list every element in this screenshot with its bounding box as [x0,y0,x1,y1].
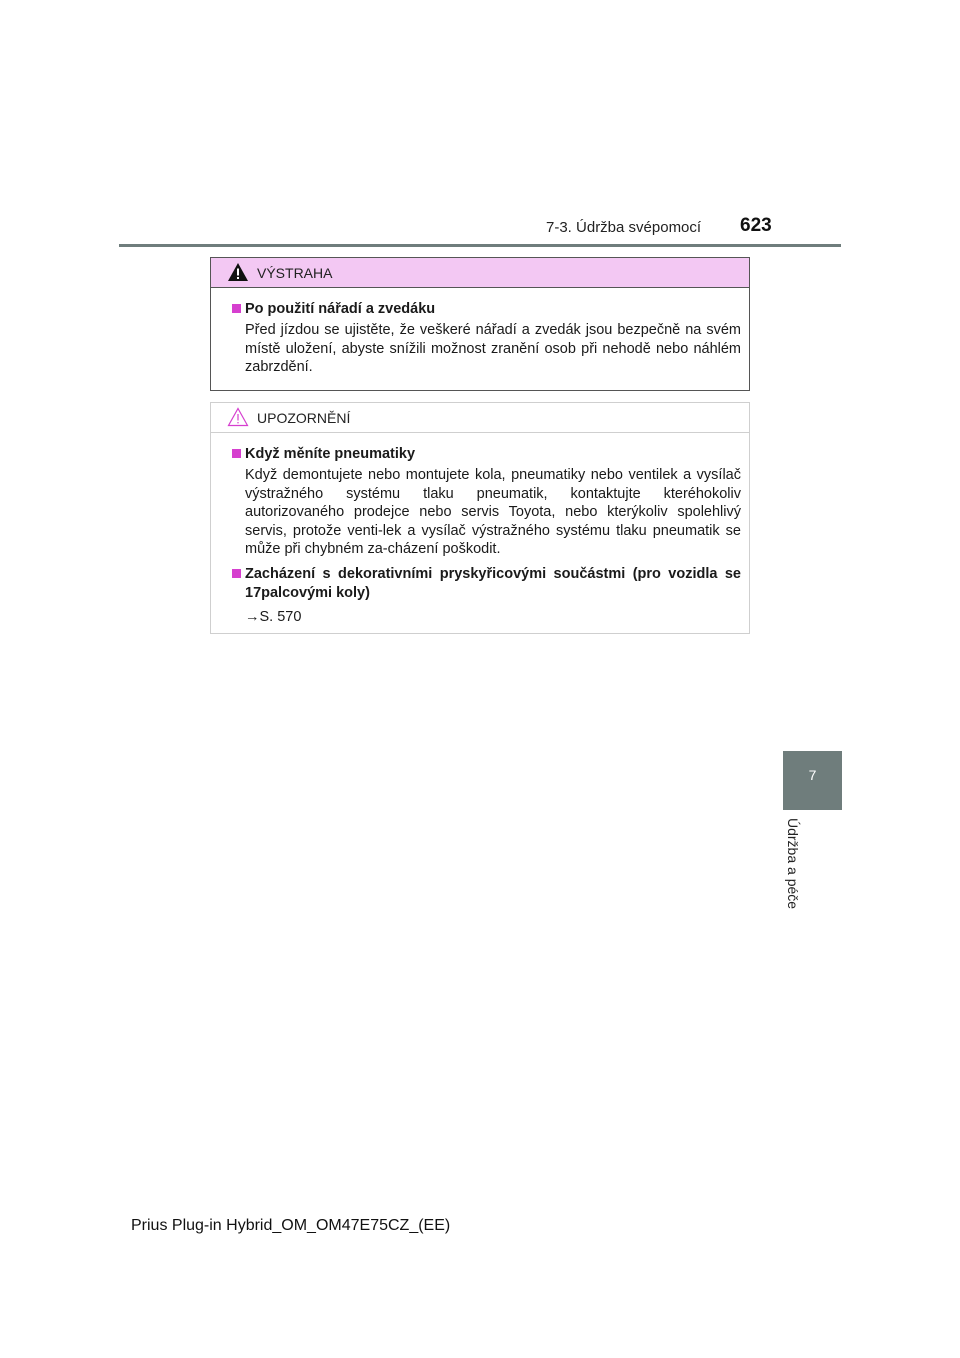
chapter-title: Údržba a péče [785,818,801,910]
header-divider [119,244,841,247]
notice-item [228,565,741,625]
section-title: 7-3. Údržba svépomocí [546,219,702,236]
warning-triangle-filled-icon [227,262,249,282]
warning-item-heading: Po použití nářadí a zvedáku [245,301,436,317]
notice-item [228,445,741,559]
notice-item-heading: Když měníte pneumatiky [245,446,416,462]
notice-item-body: Když demontujete nebo montujete kola, pneumatiky nebo ventilek a vysílač výstražného systému tlaku pneumatik, kontaktujte kteréhokoliv autorizovaného prodejce nebo servis Toyota, nebo kterýkoliv spolehlivý servis, protože venti-lek a vysílač výstražného systému tlaku pneumatik se může při chybném za-cházení poškodit. [245,467,741,557]
notice-header [211,403,749,433]
bullet-square-icon [232,304,241,313]
chapter-title-container [783,818,811,928]
page-number: 623 [740,215,772,236]
notice-item-heading: Zacházení s dekorativními pryskyřicovými součástmi (pro vozidla se 17palcovými koly) [245,565,741,601]
document-footer: Prius Plug-in Hybrid_OM_OM47E75CZ_(EE) [131,1217,451,1234]
warning-header [211,258,749,288]
page-reference-link[interactable]: →S. 570 [245,608,302,625]
warning-item [228,300,741,377]
notice-box [210,402,750,634]
bullet-square-icon [232,569,241,578]
warning-item-body: Před jízdou se ujistěte, že veškeré nářadí a zvedák jsou bezpečně na svém místě uložení, abyste snížili možnost zranění osob při nehodě nebo náhlém zabrzdění. [245,322,741,375]
warning-title: VÝSTRAHA [257,265,333,281]
bullet-square-icon [232,449,241,458]
chapter-tab[interactable] [783,751,842,810]
warning-box [210,257,750,391]
notice-title: UPOZORNĚNÍ [257,410,351,426]
warning-triangle-outline-icon [227,407,249,427]
chapter-number: 7 [808,767,817,783]
